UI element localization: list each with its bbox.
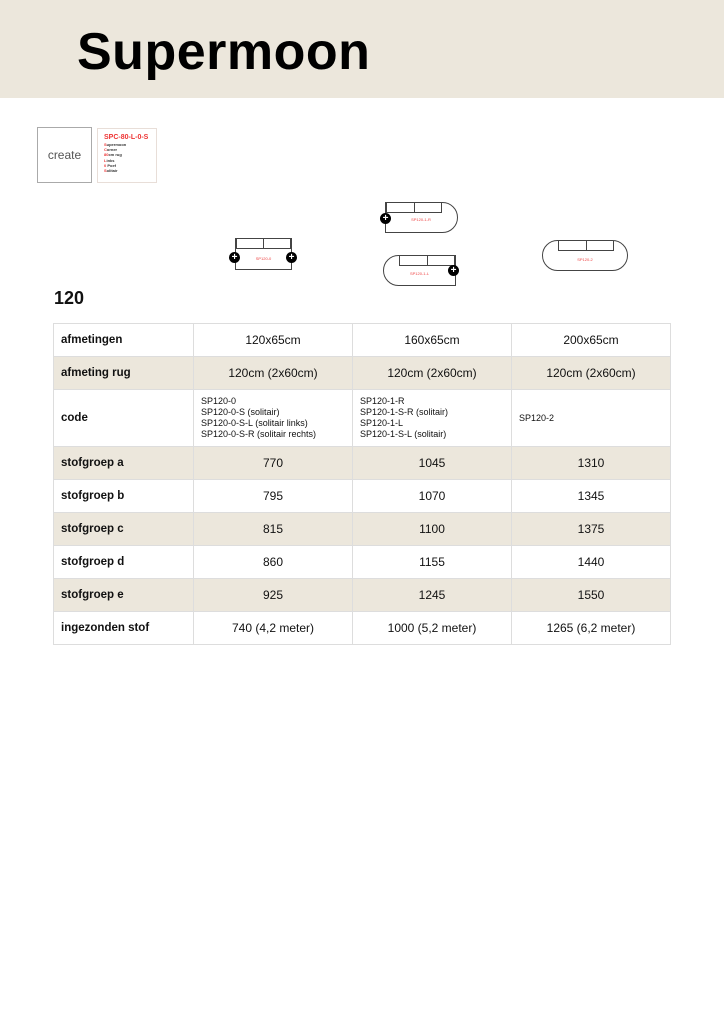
- plus-icon: +: [380, 213, 391, 224]
- sofa-diagram-sp120-0: [235, 238, 292, 270]
- legend-line: Supermoon: [104, 142, 127, 147]
- legend-line: Links: [104, 157, 115, 163]
- table-cell: 1070: [353, 480, 512, 513]
- row-label: afmeting rug: [54, 357, 194, 390]
- table-row: [54, 390, 671, 447]
- header-band: [0, 0, 724, 98]
- table-cell: 1045: [353, 447, 512, 480]
- row-label: stofgroep e: [54, 579, 194, 612]
- table-row: [54, 447, 671, 480]
- row-label: stofgroep b: [54, 480, 194, 513]
- plus-icon: +: [448, 265, 459, 276]
- table-cell: 160x65cm: [353, 324, 512, 357]
- code-entry: SP120-1-S-L (solitair): [360, 429, 447, 439]
- table-cell: 1100: [353, 513, 512, 546]
- table-row: [54, 513, 671, 546]
- sofa-diagram-sp120-1-l: [383, 255, 456, 286]
- table-cell: 1000 (5,2 meter): [353, 612, 512, 645]
- row-label: stofgroep a: [54, 447, 194, 480]
- table-cell: 795: [194, 480, 353, 513]
- row-label: code: [54, 390, 194, 447]
- table-cell: [194, 390, 353, 447]
- code-entry: SP120-1-R: [360, 396, 405, 406]
- section-heading: 120: [54, 288, 85, 308]
- code-entry: SP120-1-L: [360, 418, 404, 428]
- diagram-label: SP120-2: [577, 257, 593, 262]
- table-cell: 860: [194, 546, 353, 579]
- table-cell: 200x65cm: [512, 324, 671, 357]
- page-title: Supermoon: [77, 23, 371, 81]
- table-cell: 120cm (2x60cm): [512, 357, 671, 390]
- sofa-diagram-sp120-2: [542, 240, 628, 271]
- code-entry: SP120-0-S-R (solitair rechts): [201, 429, 317, 439]
- table-cell: [353, 390, 512, 447]
- code-entry: SP120-0-S-L (solitair links): [201, 418, 308, 428]
- table-row: [54, 579, 671, 612]
- table-cell: 770: [194, 447, 353, 480]
- table-cell: 740 (4,2 meter): [194, 612, 353, 645]
- code-entry: SP120-1-S-R (solitair): [360, 407, 449, 417]
- table-cell: 1550: [512, 579, 671, 612]
- plus-icon: +: [286, 252, 297, 263]
- diagram-label: SP120-1-L: [409, 271, 430, 276]
- row-label: stofgroep d: [54, 546, 194, 579]
- legend-code: SPC-80-L-0-S: [104, 134, 149, 141]
- table-cell: 1245: [353, 579, 512, 612]
- code-entry: SP120-0-S (solitair): [201, 407, 280, 417]
- table-cell: 815: [194, 513, 353, 546]
- table-cell: 1155: [353, 546, 512, 579]
- table-row: [54, 612, 671, 645]
- table-row: [54, 357, 671, 390]
- legend-line: 0 Poef: [104, 162, 117, 168]
- table-cell: 1375: [512, 513, 671, 546]
- code-legend: [97, 128, 157, 183]
- table-row: [54, 480, 671, 513]
- table-cell: 1345: [512, 480, 671, 513]
- table-cell: 1440: [512, 546, 671, 579]
- table-row: [54, 546, 671, 579]
- table-cell: 1265 (6,2 meter): [512, 612, 671, 645]
- row-label: ingezonden stof: [54, 612, 194, 645]
- table-cell: 120x65cm: [194, 324, 353, 357]
- table-cell: 925: [194, 579, 353, 612]
- legend-line: Solitair: [104, 168, 118, 174]
- code-entry: SP120-0: [201, 396, 237, 406]
- price-table: [53, 323, 671, 645]
- plus-icon: +: [229, 252, 240, 263]
- legend-line: 80cm rug: [104, 152, 122, 158]
- row-label: stofgroep c: [54, 513, 194, 546]
- table-row: [54, 324, 671, 357]
- create-logo: [37, 127, 92, 183]
- diagram-label: SP120-1-R: [411, 217, 431, 222]
- table-cell: 1310: [512, 447, 671, 480]
- row-label: afmetingen: [54, 324, 194, 357]
- code-entry: SP120-2: [519, 412, 555, 423]
- table-cell: [512, 390, 671, 447]
- diagram-label: SP120-0: [255, 256, 272, 261]
- table-cell: 120cm (2x60cm): [353, 357, 512, 390]
- sofa-diagram-sp120-1-r: [385, 202, 458, 233]
- table-cell: 120cm (2x60cm): [194, 357, 353, 390]
- logo-text: create: [47, 148, 82, 162]
- legend-line: Corner: [104, 147, 118, 153]
